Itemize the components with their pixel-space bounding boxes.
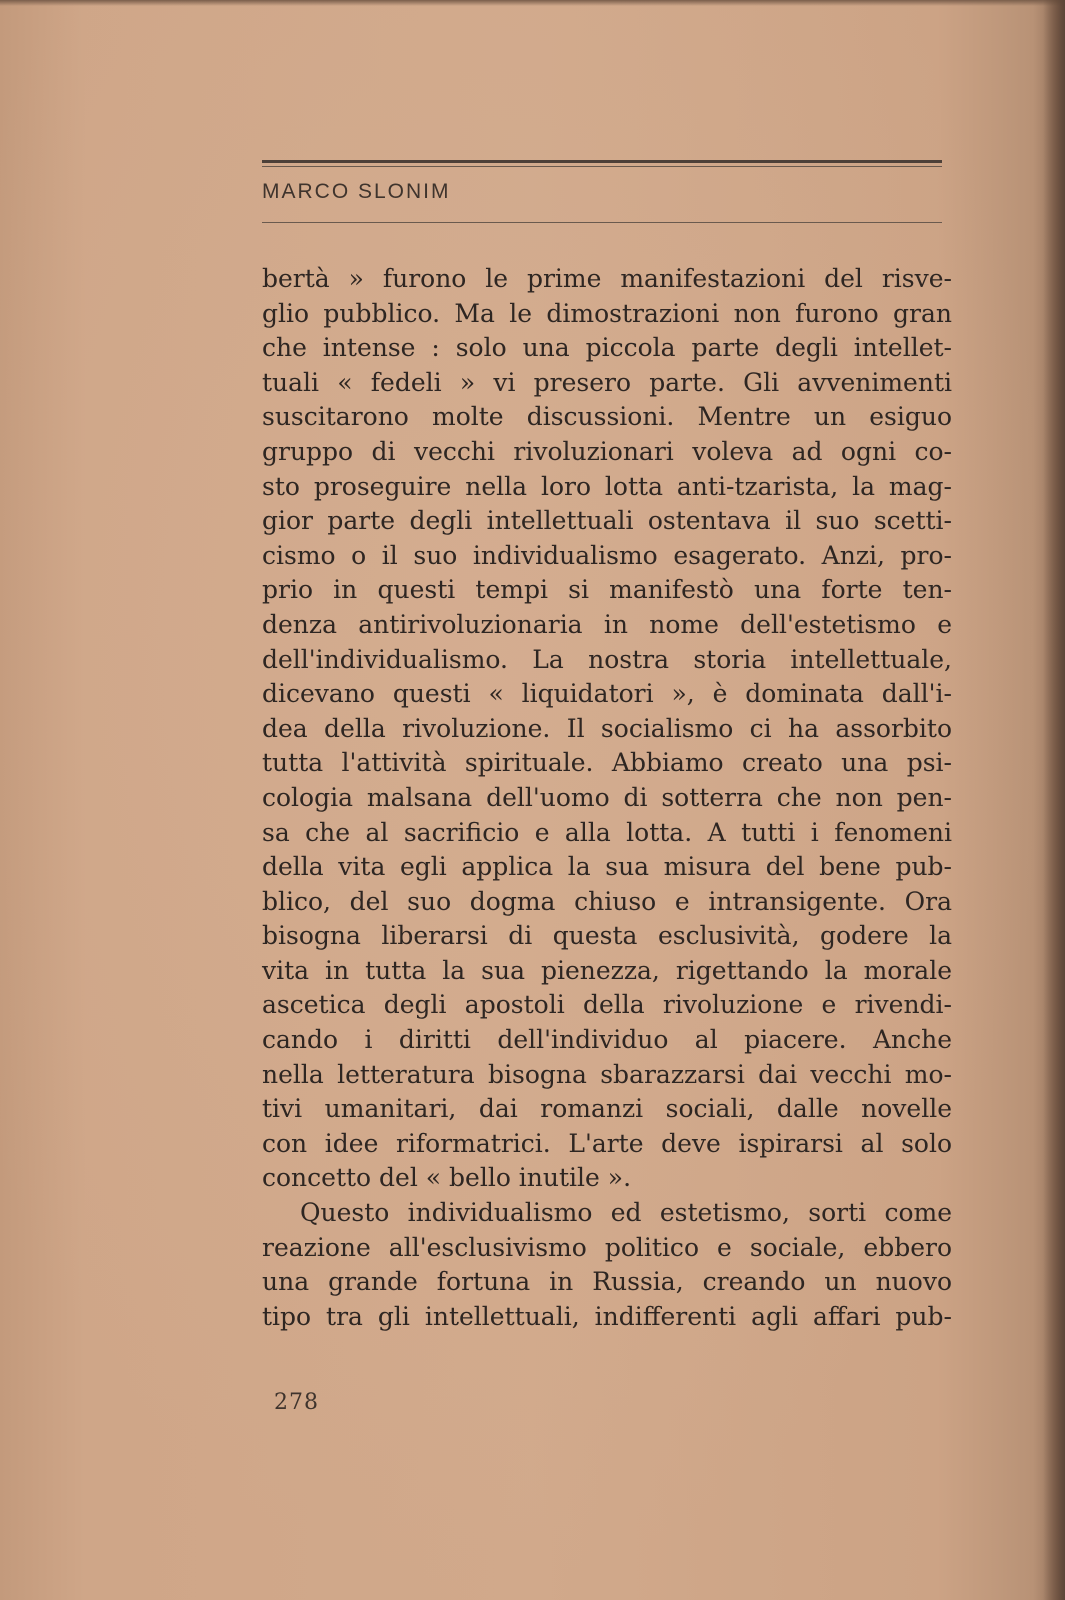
text-line: cologia malsana dell'uomo di sotterra che non pen- — [262, 782, 952, 812]
text-line: tuali « fedeli » vi presero parte. Gli avvenimenti — [262, 367, 952, 397]
header-rule-top-thin — [262, 166, 942, 167]
running-head: MARCO SLONIM — [262, 180, 451, 203]
text-line: nella letteratura bisogna sbarazzarsi dai vecchi mo- — [262, 1059, 952, 1089]
text-line: reazione all'esclusivismo politico e sociale, ebbero — [262, 1232, 952, 1262]
page-right-edge — [1043, 0, 1065, 1600]
text-line: gruppo di vecchi rivoluzionari voleva ad ogni co- — [262, 436, 952, 466]
text-line: che intense : solo una piccola parte degli intellet- — [262, 333, 952, 363]
text-line: Questo individualismo ed estetismo, sorti come — [300, 1198, 952, 1228]
text-line: suscitarono molte discussioni. Mentre un esiguo — [262, 402, 952, 432]
text-line: prio in questi tempi si manifestò una forte ten- — [262, 575, 952, 605]
text-line: denza antirivoluzionaria in nome dell'estetismo e — [262, 609, 952, 639]
page-top-edge — [0, 0, 1065, 6]
body-text — [262, 262, 952, 1334]
text-line: glio pubblico. Ma le dimostrazioni non furono gran — [262, 298, 952, 328]
text-line: ascetica degli apostoli della rivoluzione e rivendi- — [262, 990, 952, 1020]
text-line: blico, del suo dogma chiuso e intransigente. Ora — [262, 886, 952, 916]
text-line: bisogna liberarsi di questa esclusività, godere la — [262, 921, 952, 951]
text-line: tutta l'attività spirituale. Abbiamo creato una psi- — [262, 748, 952, 778]
text-line: con idee riformatrici. L'arte deve ispirarsi al solo — [262, 1128, 952, 1158]
header-rule-bottom — [262, 222, 942, 223]
text-line: dea della rivoluzione. Il socialismo ci ha assorbito — [262, 713, 952, 743]
text-line: gior parte degli intellettuali ostentava il suo scetti- — [262, 506, 952, 536]
text-line: dicevano questi « liquidatori », è dominata dall'i- — [262, 679, 952, 709]
text-line: concetto del « bello inutile ». — [262, 1163, 632, 1193]
text-line: bertà » furono le prime manifestazioni del risve- — [262, 264, 952, 293]
text-line: tivi umanitari, dai romanzi sociali, dalle novelle — [262, 1094, 952, 1124]
text-line: sto proseguire nella loro lotta anti-tzarista, la mag- — [262, 471, 952, 501]
header-rule-top — [262, 160, 942, 163]
text-line: cismo o il suo individualismo esagerato. Anzi, pro- — [262, 540, 952, 570]
text-line: della vita egli applica la sua misura del bene pub- — [262, 852, 952, 882]
text-line: dell'individualismo. La nostra storia intellettuale, — [262, 644, 952, 674]
text-line: sa che al sacrificio e alla lotta. A tutti i fenomeni — [262, 817, 952, 847]
text-line: una grande fortuna in Russia, creando un nuovo — [262, 1267, 952, 1297]
page-number: 278 — [274, 1390, 319, 1415]
text-line: tipo tra gli intellettuali, indifferenti agli affari pub- — [262, 1301, 952, 1331]
text-line: vita in tutta la sua pienezza, rigettando la morale — [262, 955, 952, 985]
text-line: cando i diritti dell'individuo al piacere. Anche — [262, 1025, 952, 1055]
